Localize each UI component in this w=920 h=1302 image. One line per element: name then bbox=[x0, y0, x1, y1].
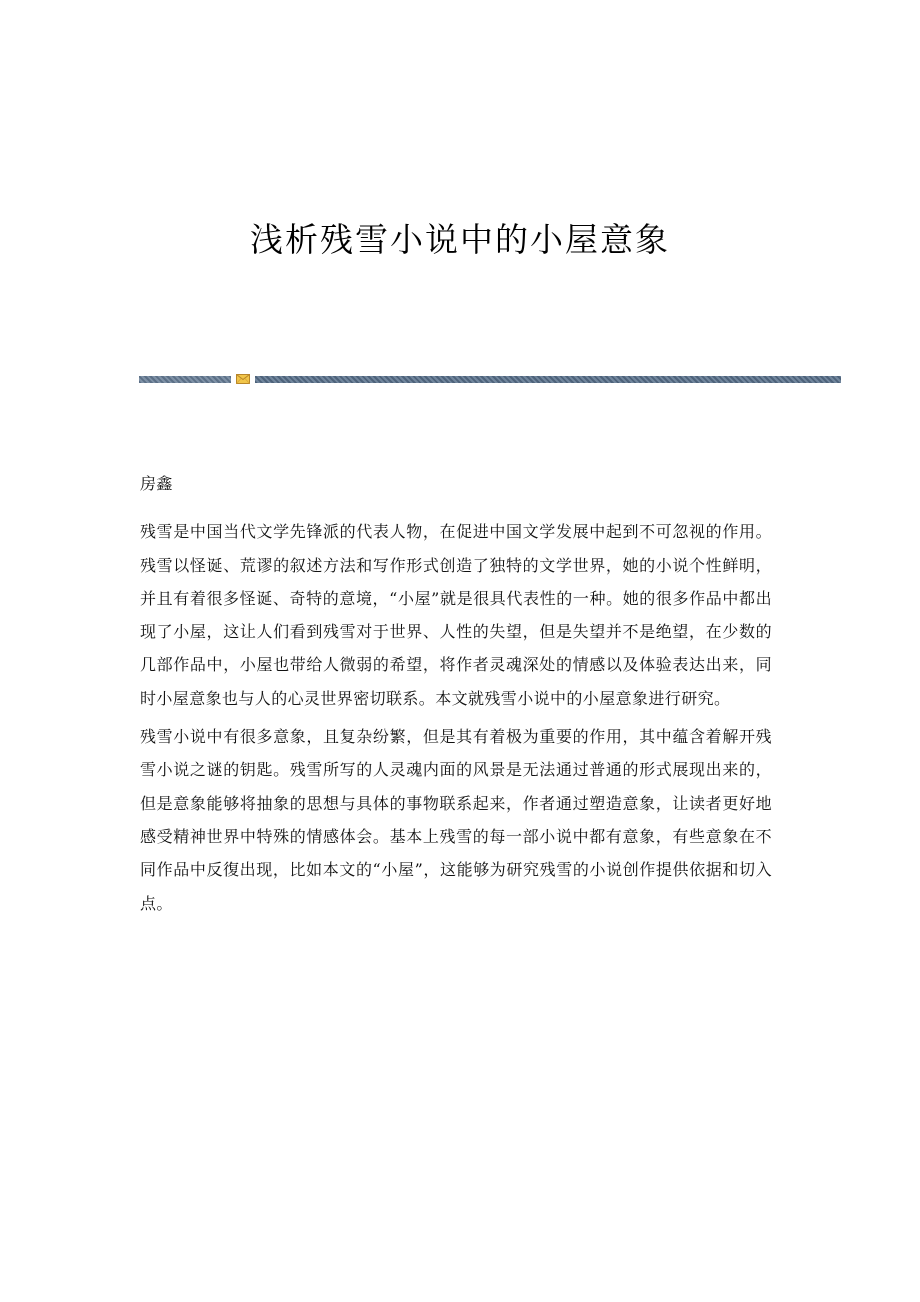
divider-bar-right bbox=[255, 376, 841, 383]
title-divider bbox=[139, 374, 841, 384]
page-title: 浅析残雪小说中的小屋意象 bbox=[250, 220, 670, 259]
envelope-icon bbox=[236, 374, 250, 384]
body-paragraph: 残雪小说中有很多意象，且复杂纷繁，但是其有着极为重要的作用，其中蕴含着解开残雪小说之谜的钥匙。残雪所写的人灵魂内面的风景是无法通过普通的形式展现出来的，但是意象能够将抽象的思想与具体的事物联系起来，作者通过塑造意象，让读者更好地感受精神世界中特殊的情感体会。基本上残雪的每一部小说中都有意象，有些意象在不同作品中反復出现，比如本文的“小屋”，这能够为研究残雪的小说创作提供依据和切入点。 bbox=[140, 727, 772, 913]
divider-bar-left bbox=[139, 376, 231, 383]
body-paragraph: 残雪是中国当代文学先锋派的代表人物，在促进中国文学发展中起到不可忽视的作用。残雪以怪诞、荒谬的叙述方法和写作形式创造了独特的文学世界，她的小说个性鲜明，并且有着很多怪诞、奇特的意境，“小屋”就是很具代表性的一种。她的很多作品中都出现了小屋，这让人们看到残雪对于世界、人性的失望，但是失望并不是绝望，在少数的几部作品中，小屋也带给人微弱的希望，将作者灵魂深处的情感以及体验表达出来，同时小屋意象也与人的心灵世界密切联系。本文就残雪小说中的小屋意象进行研究。 bbox=[140, 522, 772, 708]
document-body bbox=[140, 467, 772, 925]
author-name: 房鑫 bbox=[140, 474, 173, 493]
